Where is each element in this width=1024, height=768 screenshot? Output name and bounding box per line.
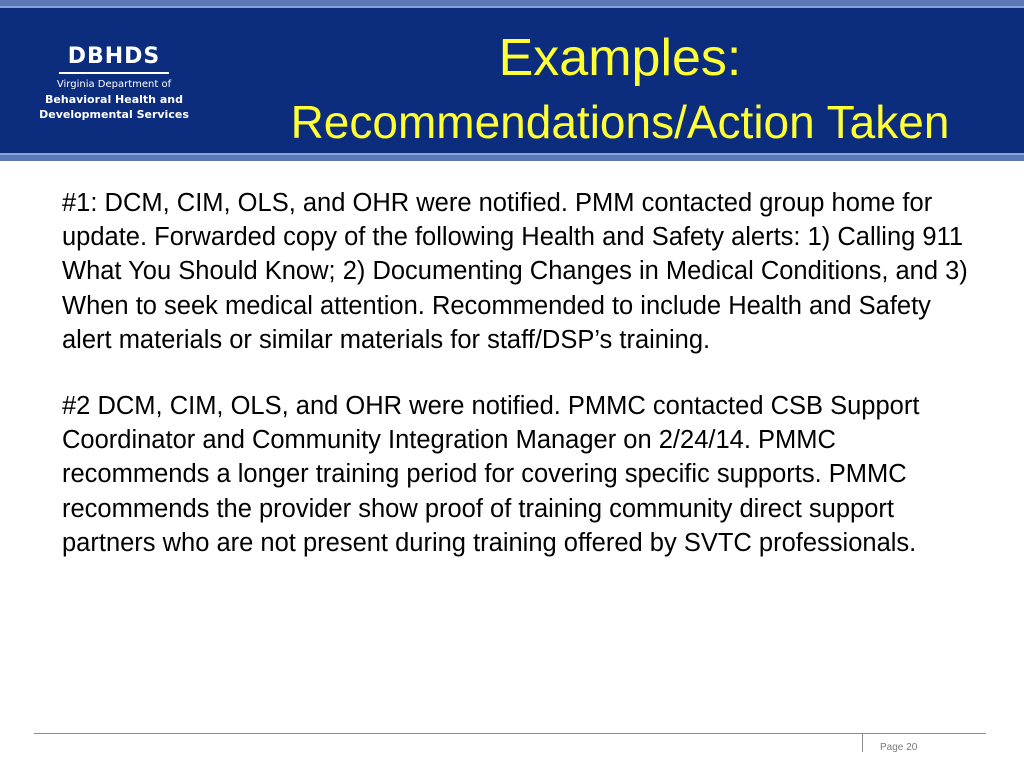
slide-body — [62, 186, 982, 592]
logo-line-1: Virginia Department of — [56, 79, 172, 90]
footer-divider — [862, 734, 863, 752]
paragraph-1: #1: DCM, CIM, OLS, and OHR were notified. PMM contacted group home for update. Forwarded copy of the following Health and Safety alerts: 1) Calling 911 What You Should Know; 2) Documenting Changes in Medical Conditions, and 3) When to seek medical attention. Recommended to include Health and Safety alert materials or similar materials for staff/DSP’s training. — [62, 189, 968, 354]
logo-line-2: Behavioral Health and — [45, 93, 183, 106]
logo-name: DBHDS — [67, 44, 161, 69]
footer-rule — [34, 733, 986, 734]
title-line-2: Recommendations/Action Taken — [290, 96, 950, 148]
logo-rule — [59, 72, 169, 74]
logo-line-3: Developmental Services — [39, 108, 189, 121]
page-number: Page 20 — [880, 742, 918, 753]
title-line-1: Examples: — [498, 29, 742, 87]
paragraph-2: #2 DCM, CIM, OLS, and OHR were notified. PMMC contacted CSB Support Coordinator and Community Integration Manager on 2/24/14. PMMC recommends a longer training period for covering specific supports. PMMC recommends the provider show proof of training community direct support partners who are not present during training offered by SVTC professionals. — [62, 392, 920, 557]
slide-header — [0, 0, 1024, 161]
dbhds-logo — [28, 44, 200, 122]
slide-title — [230, 26, 1010, 154]
